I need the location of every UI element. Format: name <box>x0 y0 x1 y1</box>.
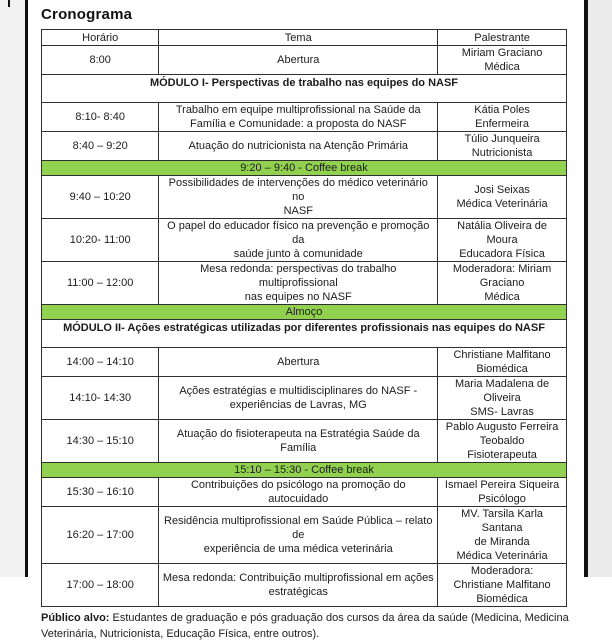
palestrante-cell: Natália Oliveira de Moura Educadora Física <box>457 220 547 260</box>
tema-cell: Mesa redonda: perspectivas do trabalho multiprofissional nas equipes no NASF <box>159 262 438 304</box>
palestrante-cell: Moderadora: Miriam Graciano Médica <box>452 263 552 303</box>
page-title: Cronograma <box>41 6 133 23</box>
tema-cell: O papel do educador físico na prevenção e promoção da saúde junto à comunidade <box>159 219 438 261</box>
left-edge-line-fragment <box>8 0 10 7</box>
horario-cell: Horário <box>42 30 159 45</box>
horario-cell: 14:00 – 14:10 <box>42 348 159 376</box>
palestrante-cell: Kátia Poles Enfermeira <box>474 104 530 130</box>
table-row <box>42 377 566 420</box>
table-row <box>42 478 566 507</box>
palestrante-cell: Ismael Pereira Siqueira Psicólogo <box>444 479 560 505</box>
table-row <box>42 46 566 75</box>
break-label: 15:10 – 15:30 - Coffee break <box>42 463 566 477</box>
table-row <box>42 507 566 564</box>
page-right-margin <box>588 0 612 577</box>
tema-cell: Ações estratégias e multidisciplinares do NASF - experiências de Lavras, MG <box>159 377 438 419</box>
module-label: MÓDULO II- Ações estratégicas utilizadas por diferentes profissionais nas equipes do NASF <box>63 322 545 334</box>
module-row <box>42 320 566 348</box>
break-row <box>42 463 566 478</box>
table-row <box>42 132 566 161</box>
palestrante-cell: Christiane Malfitano Biomédica <box>453 349 551 375</box>
table-row <box>42 103 566 132</box>
tema-cell: Possibilidades de intervenções do médico veterinário no NASF <box>159 176 438 218</box>
tema-cell: Tema <box>159 30 438 45</box>
palestrante-cell: Maria Madalena de Oliveira SMS- Lavras <box>454 378 550 418</box>
horario-cell: 14:10- 14:30 <box>42 377 159 419</box>
tema-cell: Atuação do nutricionista na Atenção Primária <box>159 132 438 160</box>
horario-cell: 11:00 – 12:00 <box>42 262 159 304</box>
table-row <box>42 348 566 377</box>
table-row <box>42 30 566 46</box>
page-left-margin <box>0 0 25 577</box>
tema-cell: Atuação do fisioterapeuta na Estratégia Saúde da Família <box>159 420 438 462</box>
palestrante-cell: Josi Seixas Médica Veterinária <box>456 184 548 210</box>
target-audience-label: Público alvo: <box>41 612 110 624</box>
table-row <box>42 176 566 219</box>
tema-cell: Residência multiprofissional em Saúde Pública – relato de experiência de uma médica veterinária <box>159 507 438 563</box>
table-row <box>42 219 566 262</box>
target-audience-text: Estudantes de graduação e pós graduação dos cursos da área da saúde (Medicina, Medicina Veterinária, Nutricionista, Educação Física, entre outros). <box>41 612 569 640</box>
target-audience-note <box>41 610 586 642</box>
break-label: 9:20 – 9:40 - Coffee break <box>42 161 566 175</box>
tema-cell: Trabalho em equipe multiprofissional na Saúde da Família e Comunidade: a proposta do NASF <box>159 103 438 131</box>
table-row <box>42 564 566 606</box>
tema-cell: Abertura <box>159 348 438 376</box>
palestrante-cell: Miriam Graciano Médica <box>461 47 543 73</box>
palestrante-cell: Palestrante <box>474 31 530 44</box>
palestrante-cell: Pablo Augusto Ferreira Teobaldo Fisioterapeuta <box>445 421 559 461</box>
tema-cell: Mesa redonda: Contribuição multiprofissional em ações estratégicas <box>159 564 438 606</box>
horario-cell: 10:20- 11:00 <box>42 219 159 261</box>
horario-cell: 8:40 – 9:20 <box>42 132 159 160</box>
table-row <box>42 262 566 305</box>
tema-cell: Abertura <box>159 46 438 74</box>
palestrante-cell: MV. Tarsila Karla Santana de Miranda Médica Veterinária <box>456 508 548 562</box>
palestrante-cell: Túlio Junqueira Nutricionista <box>464 133 540 159</box>
horario-cell: 14:30 – 15:10 <box>42 420 159 462</box>
break-row <box>42 305 566 320</box>
horario-cell: 17:00 – 18:00 <box>42 564 159 606</box>
horario-cell: 8:10- 8:40 <box>42 103 159 131</box>
break-row <box>42 161 566 176</box>
horario-cell: 8:00 <box>42 46 159 74</box>
module-row <box>42 75 566 103</box>
horario-cell: 16:20 – 17:00 <box>42 507 159 563</box>
palestrante-cell: Moderadora: Christiane Malfitano Biomédica <box>453 565 551 605</box>
break-label: Almoço <box>42 305 566 319</box>
horario-cell: 9:40 – 10:20 <box>42 176 159 218</box>
page-content <box>28 0 584 640</box>
schedule-table <box>41 29 567 607</box>
horario-cell: 15:30 – 16:10 <box>42 478 159 506</box>
tema-cell: Contribuições do psicólogo na promoção do autocuidado <box>159 478 438 506</box>
table-row <box>42 420 566 463</box>
module-label: MÓDULO I- Perspectivas de trabalho nas equipes do NASF <box>149 77 459 89</box>
